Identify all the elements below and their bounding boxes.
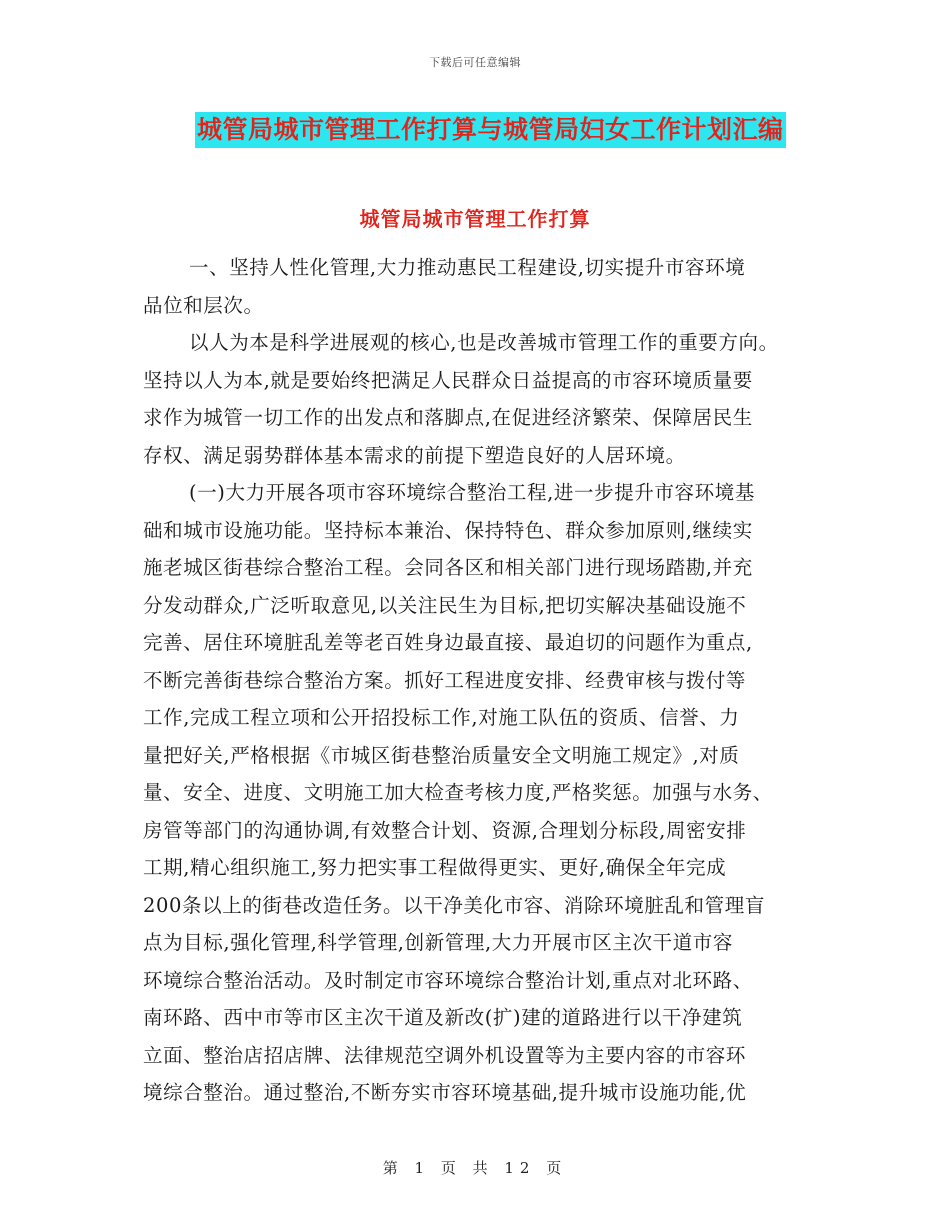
text-line: 工作,完成工程立项和公开招投标工作,对施工队伍的资质、信誉、力 <box>143 706 740 729</box>
page-footer: 第 1 页 共 12 页 <box>382 1159 568 1177</box>
text-line: 环境综合整治活动。及时制定市容环境综合整治计划,重点对北环路、 <box>143 968 753 992</box>
text-line: 施老城区街巷综合整治工程。会同各区和相关部门进行现场踏勘,并充 <box>143 556 753 579</box>
text-line: 点为目标,强化管理,科学管理,创新管理,大力开展市区主次干道市容 <box>143 931 733 954</box>
text-line: 工期,精心组织施工,努力把实事工程做得更实、更好,确保全年完成 <box>143 856 727 879</box>
text-line: 存权、满足弱势群体基本需求的前提下塑造良好的人居环境。 <box>143 443 686 467</box>
text-line: 分发动群众,广泛听取意见,以关注民生为目标,把切实解决基础设施不 <box>143 593 747 617</box>
text-line: 完善、居住环境脏乱差等老百姓身边最直接、最迫切的问题作为重点, <box>143 631 753 654</box>
text-line: 200条以上的街巷改造任务。以干净美化市容、消除环境脏乱和管理盲 <box>143 893 765 917</box>
text-line: 础和城市设施功能。坚持标本兼治、保持特色、群众参加原则,继续实 <box>143 518 753 542</box>
text-line: 不断完善街巷综合整治方案。抓好工程进度安排、经费审核与拨付等 <box>143 668 747 692</box>
text-line: 量把好关,严格根据《市城区街巷整治质量安全文明施工规定》,对质 <box>143 743 740 767</box>
document-body <box>143 249 823 1112</box>
section-title: 城管局城市管理工作打算 <box>359 207 591 231</box>
text-line: 一、坚持人性化管理,大力推动惠民工程建设,切实提升市容环境 <box>189 256 746 279</box>
text-line: 求作为城管一切工作的出发点和落脚点,在促进经济繁荣、保障居民生 <box>143 406 753 429</box>
header-note: 下载后可任意编辑 <box>429 56 521 69</box>
document-title-container <box>195 112 786 148</box>
text-line: 南环路、西中市等市区主次干道及新改(扩)建的道路进行以干净建筑 <box>143 1006 743 1029</box>
text-line: 境综合整治。通过整治,不断夯实市容环境基础,提升城市设施功能,优 <box>143 1081 747 1104</box>
text-line: 立面、整治店招店牌、法律规范空调外机设置等为主要内容的市容环 <box>143 1043 747 1067</box>
text-line: 坚持以人为本,就是要始终把满足人民群众日益提高的市容环境质量要 <box>143 368 753 392</box>
text-line: 房管等部门的沟通协调,有效整合计划、资源,合理划分标段,周密安排 <box>143 818 747 842</box>
text-line: 以人为本是科学进展观的核心,也是改善城市管理工作的重要方向。 <box>189 331 779 354</box>
document-title: 城管局城市管理工作打算与城管局妇女工作计划汇编 <box>195 112 786 148</box>
text-line: 量、安全、进度、文明施工加大检查考核力度,严格奖惩。加强与水务、 <box>143 781 773 804</box>
text-line: (一)大力开展各项市容环境综合整治工程,进一步提升市容环境基 <box>189 481 755 504</box>
text-line: 品位和层次。 <box>143 293 264 317</box>
